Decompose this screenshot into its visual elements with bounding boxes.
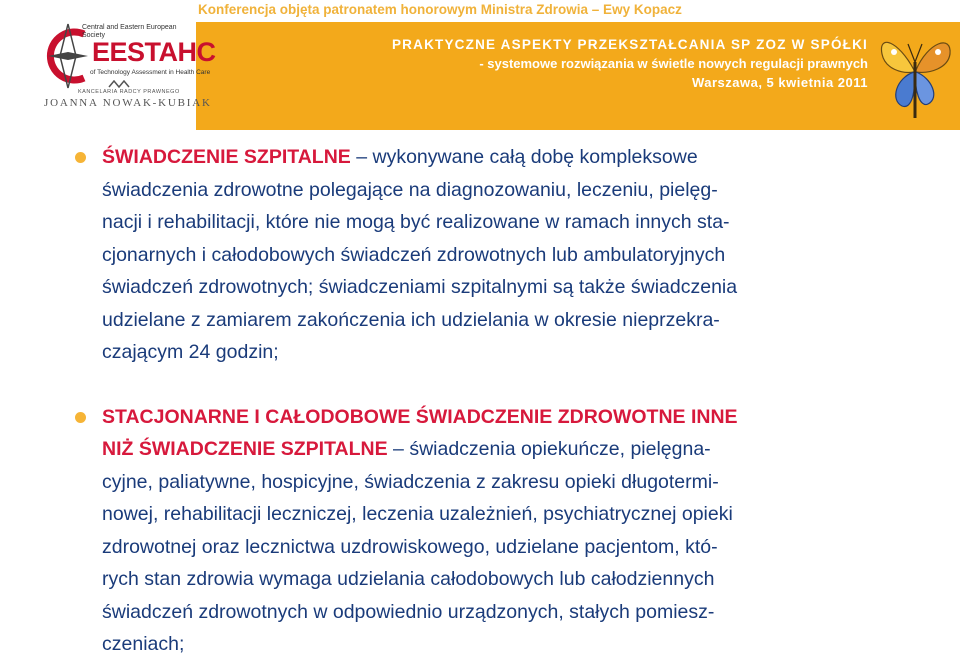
- conference-date: Warszawa, 5 kwietnia 2011: [691, 75, 868, 90]
- definition-term: NIŻ ŚWIADCZENIE SZPITALNE: [102, 438, 388, 460]
- definition-first-line: [102, 433, 894, 466]
- firm-subtitle: KANCELARIA RADCY PRAWNEGO: [78, 89, 180, 95]
- definition-line: cyjne, paliatywne, hospicyjne, świadczenia z zakresu opieki długotermi-: [102, 470, 719, 493]
- firm-name: JOANNA NOWAK-KUBIAK: [44, 97, 212, 109]
- definition-line: nacji i rehabilitacji, które nie mogą być realizowane w ramach innych sta-: [102, 211, 730, 233]
- definition-line: świadczeń zdrowotnych; świadczeniami szpitalnymi są także świadczenia: [102, 276, 738, 298]
- patronage-note: Konferencja objęta patronatem honorowym Ministra Zdrowia – Ewy Kopacz: [198, 2, 682, 17]
- definition-first-line: [102, 141, 894, 174]
- conference-title: PRAKTYCZNE ASPEKTY PRZEKSZTAŁCANIA SP ZOZ W SPÓŁKI: [391, 37, 868, 52]
- logo-subtitle: of Technology Assessment in Health Care: [90, 69, 211, 76]
- definition-line: świadczenia zdrowotne polegające na diagnozowaniu, leczeniu, pielęg-: [102, 178, 718, 201]
- definition-line: udzielane z zamiarem zakończenia ich udzielania w okresie nieprzekra-: [102, 308, 720, 331]
- butterfly-icon: [868, 14, 960, 132]
- definition-line: cjonarnych i całodobowych świadczeń zdrowotnych lub ambulatoryjnych: [102, 243, 726, 266]
- firm-emblem-icon: [108, 80, 130, 88]
- definition-item: [74, 401, 894, 661]
- conference-subtitle: - systemowe rozwiązania w świetle nowych regulacji prawnych: [479, 56, 868, 71]
- bullet-dot: [75, 152, 86, 163]
- definition-term: STACJONARNE I CAŁODOBOWE ŚWIADCZENIE ZDROWOTNE INNE: [102, 405, 738, 428]
- conference-header: [0, 22, 960, 130]
- definition-item: [74, 141, 894, 369]
- logo-area: [0, 22, 216, 130]
- definition-line: czeniach;: [102, 633, 185, 655]
- top-strip: [0, 0, 960, 22]
- definition-text: – świadczenia opiekuńcze, pielęgna-: [387, 438, 711, 460]
- society-label: Central and Eastern European Society: [82, 24, 177, 39]
- definition-line: zdrowotnej oraz lecznictwa uzdrowiskowego, udzielane pacjentom, któ-: [102, 535, 718, 558]
- definition-line: rych stan zdrowia wymaga udzielania całodobowych lub całodziennych: [102, 568, 715, 590]
- definition-line: nowej, rehabilitacji leczniczej, leczenia uzależnień, psychiatrycznej opieki: [102, 503, 733, 525]
- definitions-list: [74, 141, 894, 661]
- logo-wordmark: EESTAHC: [92, 37, 216, 67]
- definition-line: czającym 24 godzin;: [102, 341, 279, 363]
- definition-term: ŚWIADCZENIE SZPITALNE: [102, 146, 351, 168]
- bullet-dot: [75, 412, 86, 423]
- definition-line: świadczeń zdrowotnych w odpowiednio urządzonych, stałych pomiesz-: [102, 600, 715, 623]
- definition-text: – wykonywane całą dobę kompleksowe: [350, 146, 698, 168]
